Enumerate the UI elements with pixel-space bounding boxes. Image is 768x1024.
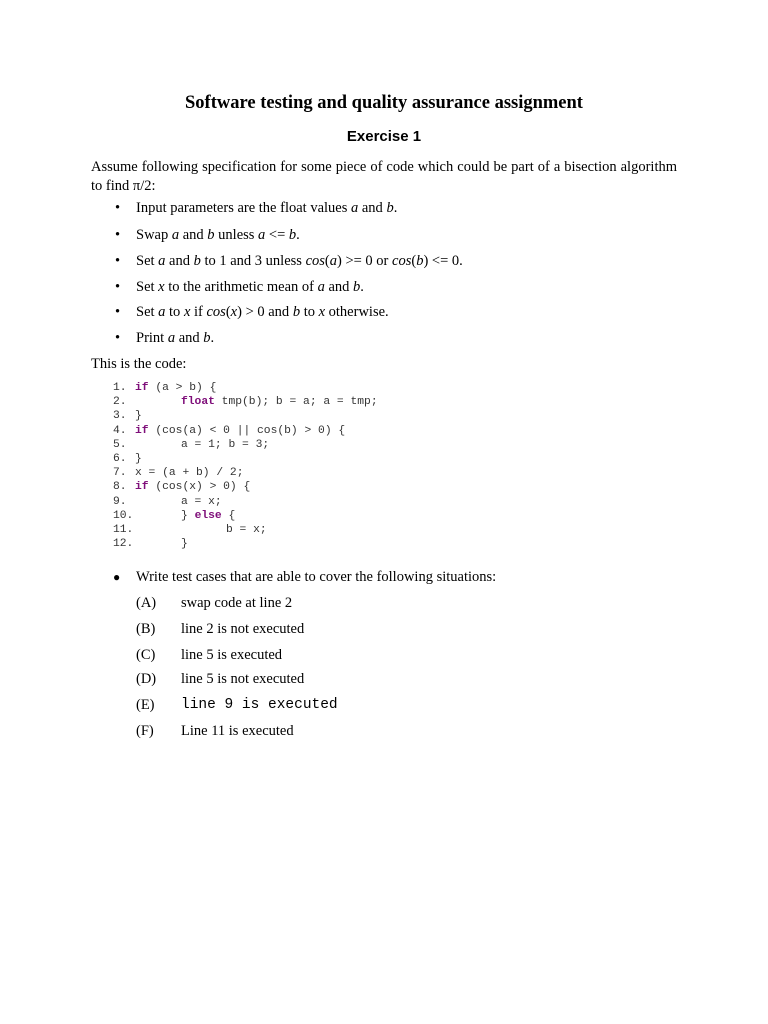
bullet-text: Set x to the arithmetic mean of a and b.: [136, 279, 364, 295]
code-text: if (cos(x) > 0) {: [135, 481, 251, 494]
exercise-heading: Exercise 1: [346, 128, 422, 145]
line-number: 1.: [113, 382, 127, 394]
line-number: 12.: [113, 538, 134, 551]
bullet-marker: •: [115, 304, 121, 320]
code-text: a = x;: [181, 495, 222, 508]
code-text: } else {: [181, 509, 236, 522]
line-number: 3.: [113, 410, 127, 423]
situation-text: line 2 is not executed: [181, 621, 305, 637]
line-number: 4.: [113, 424, 127, 437]
situation-label: (A): [136, 595, 157, 611]
line-number: 2.: [113, 396, 127, 409]
situation-text: swap code at line 2: [181, 595, 293, 611]
code-intro: This is the code:: [91, 356, 187, 372]
bullet-marker: •: [115, 279, 121, 295]
code-text: }: [181, 538, 188, 551]
code-text: a = 1; b = 3;: [181, 438, 270, 451]
code-text: if (a > b) {: [135, 382, 217, 394]
bullet-marker: •: [115, 330, 121, 346]
bullet-marker: •: [115, 253, 121, 269]
situation-label: (D): [136, 671, 157, 687]
situation-text: line 5 is not executed: [181, 671, 305, 687]
situation-text: Line 11 is executed: [181, 723, 294, 739]
bullet-marker: •: [115, 200, 121, 216]
intro-paragraph: Assume following specification for some piece of code which could be part of a bisection algorithm to find π/2:: [91, 159, 677, 194]
code-text: x = (a + b) / 2;: [135, 467, 244, 480]
line-number: 11.: [113, 524, 134, 536]
code-text: b = x;: [226, 524, 267, 536]
situation-text: line 9 is executed: [181, 697, 338, 713]
line-number: 5.: [113, 438, 127, 451]
situation-text: line 5 is executed: [181, 647, 283, 663]
document-title: Software testing and quality assurance assignment: [185, 93, 583, 113]
bullet-text: Set a to x if cos(x) > 0 and b to x otherwise.: [136, 304, 389, 320]
bullet-text: Swap a and b unless a <= b.: [136, 227, 300, 243]
bullet-marker: •: [115, 227, 121, 243]
line-number: 8.: [113, 481, 127, 494]
code-text: }: [135, 453, 142, 465]
situation-label: (B): [136, 621, 156, 637]
task-bullet: ●: [113, 570, 121, 584]
line-number: 10.: [113, 509, 134, 522]
line-number: 7.: [113, 467, 127, 480]
code-text: float tmp(b); b = a; a = tmp;: [181, 396, 378, 409]
situation-label: (E): [136, 697, 155, 713]
bullet-text: Input parameters are the float values a and b.: [136, 200, 398, 216]
situation-label: (F): [136, 723, 154, 739]
line-number: 6.: [113, 453, 127, 465]
line-number: 9.: [113, 495, 127, 508]
bullet-text: Set a and b to 1 and 3 unless cos(a) >= 0 or cos(b) <= 0.: [136, 253, 463, 269]
code-text: if (cos(a) < 0 || cos(b) > 0) {: [135, 424, 346, 437]
task-text: Write test cases that are able to cover the following situations:: [136, 569, 497, 585]
situation-label: (C): [136, 647, 156, 663]
code-text: }: [135, 410, 142, 423]
bullet-text: Print a and b.: [136, 330, 215, 346]
